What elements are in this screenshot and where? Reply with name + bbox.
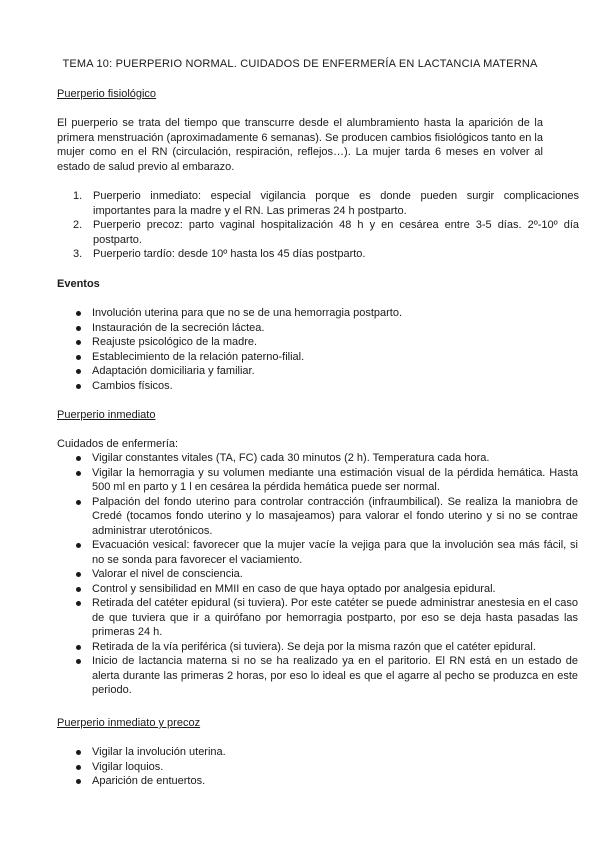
intro-paragraph: El puerperio se trata del tiempo que transcurre desde el alumbramiento hasta la aparición de la primera menstruación (aproximadamente 6 semanas). Se producen cambios fisiológicos tanto en la mujer como en el RN (circulación, respiración, reflejos…). La mujer tarda 6 meses en volver al estado de salud previo al embarazo.	[57, 117, 543, 173]
list-item: 2. Puerperio precoz: parto vaginal hospitalización 48 h y en cesárea entre 3-5 días. 2º-10º día postparto.	[73, 219, 579, 246]
bullet-icon	[76, 572, 81, 577]
list-item: Retirada del catéter epidural (si tuviera). Por este catéter se puede administrar anestesia en el caso de que tuviera que ir a quirófano por hemorragia postparto, por eso se deja hasta pasadas las primeras 24 h.	[92, 596, 578, 640]
list-item: Establecimiento de la relación paterno-filial.	[92, 350, 578, 365]
list-item: Reajuste psicológico de la madre.	[92, 335, 578, 350]
bullet-icon	[76, 500, 81, 505]
bullet-icon	[76, 384, 81, 389]
list-item: Involución uterina para que no se de una hemorragia postparto.	[92, 306, 578, 321]
bullet-icon	[76, 471, 81, 476]
bullet-icon	[76, 456, 81, 461]
bullet-icon	[76, 326, 81, 331]
heading-puerperio-inmediato-precoz: Puerperio inmediato y precoz	[57, 717, 201, 729]
list-item: Instauración de la secreción láctea.	[92, 321, 578, 336]
bullet-icon	[76, 543, 81, 548]
bullet-icon	[76, 587, 81, 592]
list-item: Vigilar loquios.	[92, 760, 578, 775]
list-item: Vigilar la involución uterina.	[92, 745, 578, 760]
bullet-icon	[76, 340, 81, 345]
list-item: 3. Puerperio tardío: desde 10º hasta los 45 días postparto.	[73, 248, 366, 260]
bullet-icon	[76, 659, 81, 664]
list-item: Aparición de entuertos.	[92, 774, 578, 789]
bullet-icon	[76, 645, 81, 650]
heading-puerperio-inmediato: Puerperio inmediato	[57, 409, 156, 421]
bullet-icon	[76, 779, 81, 784]
cuidados-intro: Cuidados de enfermería:	[57, 438, 179, 450]
eventos-list	[57, 306, 578, 393]
bullet-icon	[76, 601, 81, 606]
bullet-icon	[76, 369, 81, 374]
list-item: Control y sensibilidad en MMII en caso de que haya optado por analgesia epidural.	[92, 582, 578, 597]
list-item: Retirada de la vía periférica (si tuviera). Se deja por la misma razón que el catéter epidural.	[92, 640, 578, 655]
list-item: Cambios físicos.	[92, 379, 578, 394]
document-title: TEMA 10: PUERPERIO NORMAL. CUIDADOS DE ENFERMERÍA EN LACTANCIA MATERNA	[62, 58, 538, 70]
inmediato-precoz-list	[57, 745, 578, 789]
cuidados-list	[57, 451, 578, 698]
list-item: 1. Puerperio inmediato: especial vigilancia porque es donde pueden surgir complicaciones importantes para la madre y el RN. Las primeras 24 h postparto.	[73, 190, 579, 217]
bullet-icon	[76, 311, 81, 316]
bullet-icon	[76, 765, 81, 770]
list-item: Vigilar constantes vitales (TA, FC) cada 30 minutos (2 h). Temperatura cada hora.	[92, 451, 578, 466]
list-item: Valorar el nivel de consciencia.	[92, 567, 578, 582]
list-item: Vigilar la hemorragia y su volumen mediante una estimación visual de la pérdida hemática. Hasta 500 ml en parto y 1 l en cesárea la pérdida hemática puede ser normal.	[92, 466, 578, 495]
bullet-icon	[76, 355, 81, 360]
phases-list	[57, 189, 579, 262]
list-item: Palpación del fondo uterino para controlar contracción (infraumbilical). Se realiza la maniobra de Credé (tocamos fondo uterino y lo masajeamos) para valorar el fondo uterino y si no se contrae administrar uterotónicos.	[92, 495, 578, 539]
list-item: Adaptación domiciliaria y familiar.	[92, 364, 578, 379]
list-item: Evacuación vesical: favorecer que la mujer vacíe la vejiga para que la involución sea más fácil, si no se sonda para favorecer el vaciamiento.	[92, 538, 578, 567]
heading-puerperio-fisiologico: Puerperio fisiológico	[57, 88, 157, 100]
heading-eventos: Eventos	[57, 278, 100, 290]
list-item: Inicio de lactancia materna si no se ha realizado ya en el paritorio. El RN está en un estado de alerta durante las primeras 2 horas, por eso lo ideal es que el agarre al pecho se produzca en este periodo.	[92, 654, 578, 698]
bullet-icon	[76, 750, 81, 755]
